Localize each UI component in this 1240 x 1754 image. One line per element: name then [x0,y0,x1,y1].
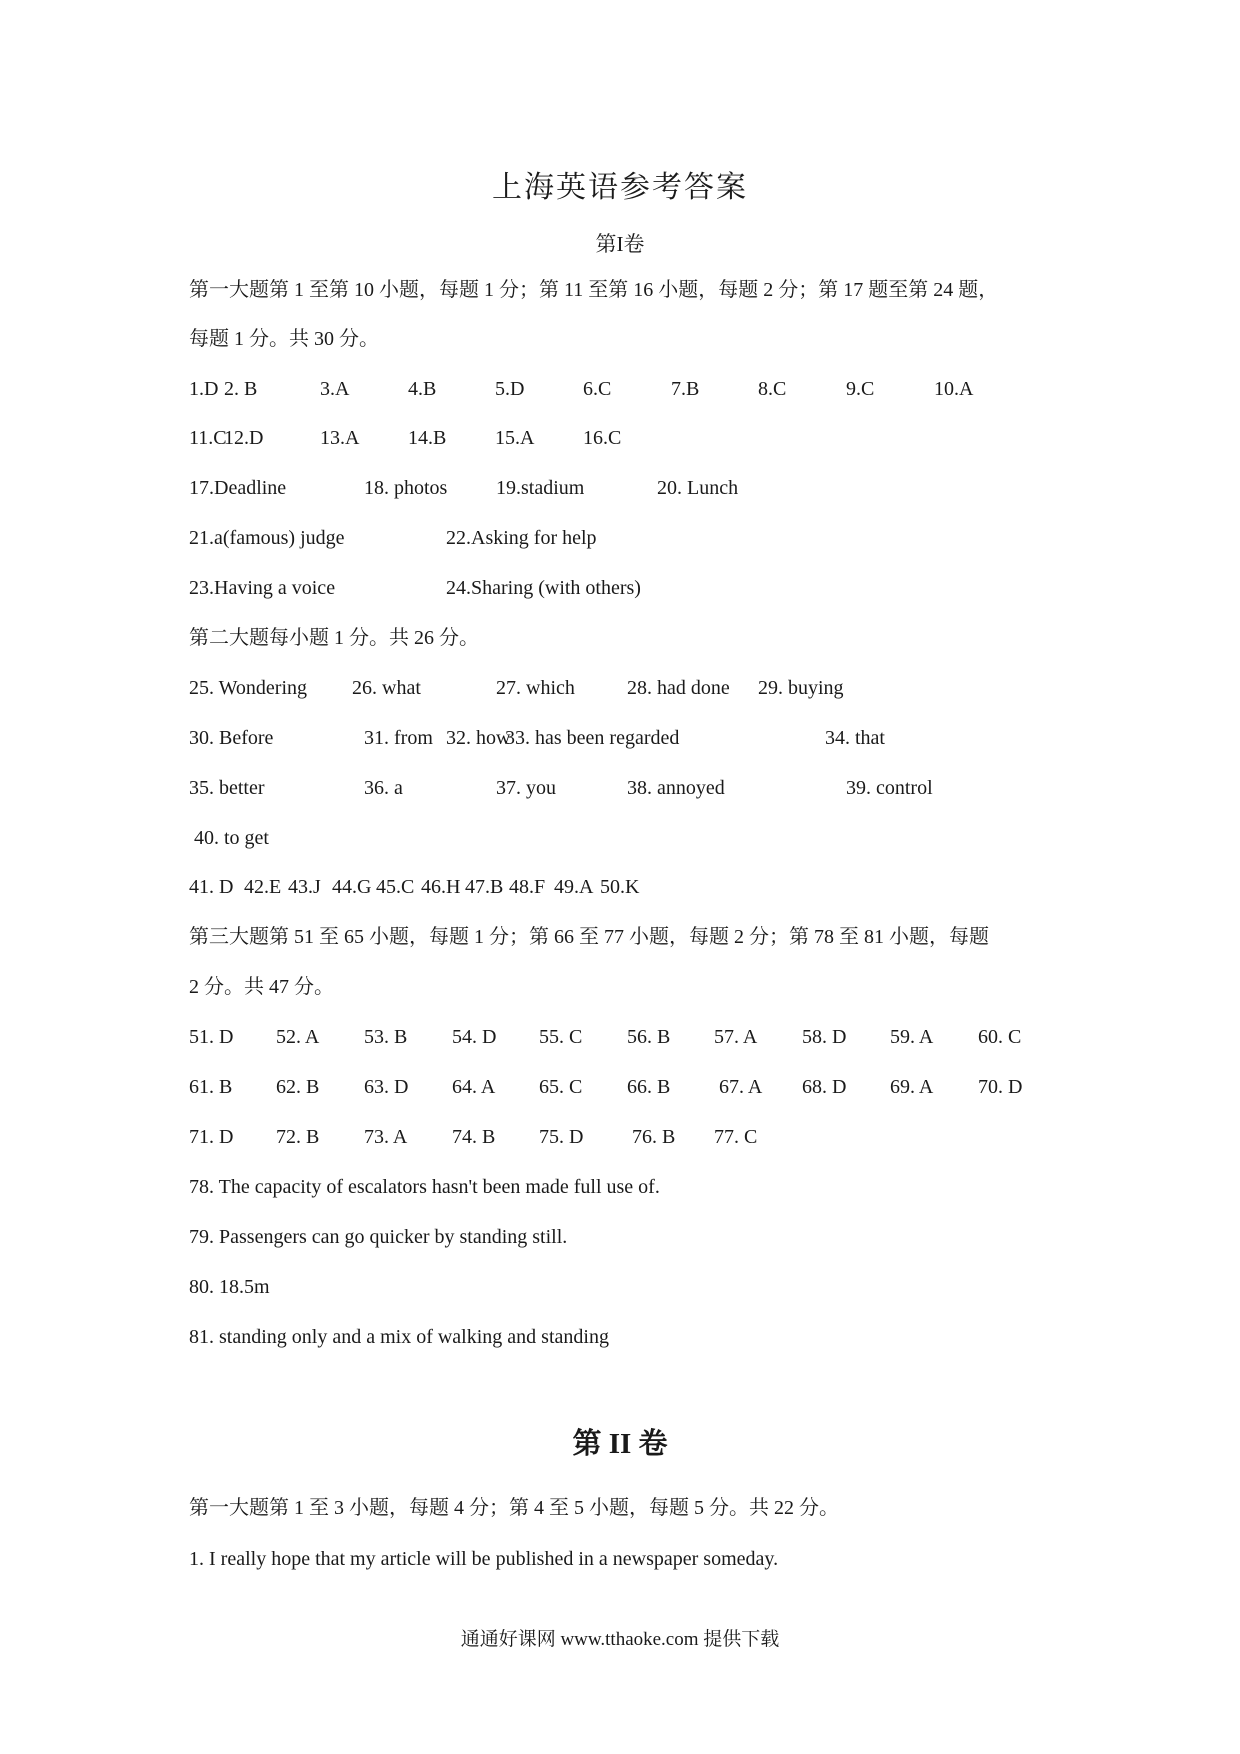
answer-item: 54. D [452,1026,497,1048]
answer-item: 66. B [627,1076,671,1098]
answer-item: 71. D [189,1126,234,1148]
answer-item: 76. B [632,1126,676,1148]
answer-item: 77. C [714,1126,758,1148]
answer-item: 5.D [495,378,525,400]
answer-item: 6.C [583,378,612,400]
answer-item: 17.Deadline [189,477,287,499]
answer-item: 48.F [509,876,546,898]
answer-item: 62. B [276,1076,320,1098]
answer-item: 56. B [627,1026,671,1048]
answer-item: 42.E [244,876,282,898]
answer-item: 34. that [825,727,885,749]
answer-item: 67. A [719,1076,763,1098]
answer-item: 37. you [496,777,556,799]
answer-item: 47.B [465,876,504,898]
answer-item: 51. D [189,1026,234,1048]
answer-item: 8.C [758,378,787,400]
answer-item: 55. C [539,1026,583,1048]
answer-item: 35. better [189,777,265,799]
answer-78: 78. The capacity of escalators hasn't been made full use of. [189,1176,660,1198]
section3-intro-line1: 第三大题第 51 至 65 小题，每题 1 分；第 66 至 77 小题，每题 2 分；第 78 至 81 小题，每题 [189,926,989,948]
answer-item: 36. a [364,777,403,799]
answer-item: 16.C [583,427,622,449]
answer-item: 72. B [276,1126,320,1148]
answer-item: 39. control [846,777,933,799]
answer-item: 63. D [364,1076,409,1098]
answer-item: 20. Lunch [657,477,739,499]
answer-item: 15.A [495,427,535,449]
answer-item: 28. had done [627,677,730,699]
section2-intro: 第二大题每小题 1 分。共 26 分。 [189,627,479,649]
answer-item: 43.J [288,876,321,898]
answer-item: 19.stadium [496,477,585,499]
answer-item: 26. what [352,677,421,699]
answer-item: 9.C [846,378,875,400]
answer-item: 4.B [408,378,437,400]
answer-item: 41. D [189,876,234,898]
answer-item: 21.a(famous) judge [189,527,345,549]
answer-item: 38. annoyed [627,777,725,799]
answer-item: 50.K [600,876,640,898]
answer-item: 44.G [332,876,372,898]
answer-item: 69. A [890,1076,934,1098]
answer-item: 10.A [934,378,974,400]
section1-intro-line2: 每题 1 分。共 30 分。 [189,328,379,350]
answer-item: 46.H [421,876,461,898]
answer-item: 64. A [452,1076,496,1098]
part2-intro: 第一大题第 1 至 3 小题，每题 4 分；第 4 至 5 小题，每题 5 分。共 22 分。 [189,1497,839,1519]
answer-item: 27. which [496,677,575,699]
answer-item: 29. buying [758,677,844,699]
answer-item: 52. A [276,1026,320,1048]
answer-item: 11.C [189,427,227,449]
volume-2-heading: 第 II 卷 [572,1428,668,1460]
answer-item: 70. D [978,1076,1023,1098]
answer-79: 79. Passengers can go quicker by standing still. [189,1226,568,1248]
answer-item: 61. B [189,1076,233,1098]
answer-item: 30. Before [189,727,274,749]
section1-intro-line1: 第一大题第 1 至第 10 小题，每题 1 分；第 11 至第 16 小题，每题 2 分；第 17 题至第 24 题， [189,279,999,301]
section3-intro-line2: 2 分。共 47 分。 [189,976,334,998]
answer-item: 22.Asking for help [446,527,597,549]
answer-81: 81. standing only and a mix of walking and standing [189,1326,609,1348]
answer-item: 2. B [224,378,258,400]
answer-item: 68. D [802,1076,847,1098]
answer-item: 75. D [539,1126,584,1148]
answer-item: 24.Sharing (with others) [446,577,641,599]
answer-item: 45.C [376,876,415,898]
answer-item: 23.Having a voice [189,577,336,599]
answer-item: 60. C [978,1026,1022,1048]
answer-item: 53. B [364,1026,408,1048]
answer-item: 13.A [320,427,360,449]
answer-item: 73. A [364,1126,408,1148]
answer-item: 74. B [452,1126,496,1148]
answer-item: 12.D [224,427,264,449]
answer-item: 33. has been regarded [505,727,680,749]
footer-source-note: 通通好课网 www.tthaoke.com 提供下载 [460,1629,780,1650]
answer-item: 40. to get [194,827,269,849]
answer-item: 3.A [320,378,350,400]
answer-item: 25. Wondering [189,677,308,699]
answer-item: 49.A [554,876,594,898]
answer-item: 14.B [408,427,447,449]
answer-item: 59. A [890,1026,934,1048]
answer-item: 1.D [189,378,219,400]
answer-80: 80. 18.5m [189,1276,270,1298]
answer-item: 31. from [364,727,433,749]
answer-item: 57. A [714,1026,758,1048]
answer-item: 58. D [802,1026,847,1048]
part2-answer-1: 1. I really hope that my article will be published in a newspaper someday. [189,1548,779,1570]
answer-item: 7.B [671,378,700,400]
answer-item: 18. photos [364,477,448,499]
volume-1-heading: 第I卷 [595,232,645,256]
document-title: 上海英语参考答案 [492,171,748,204]
answer-item: 32. how [446,727,511,749]
answer-item: 65. C [539,1076,583,1098]
